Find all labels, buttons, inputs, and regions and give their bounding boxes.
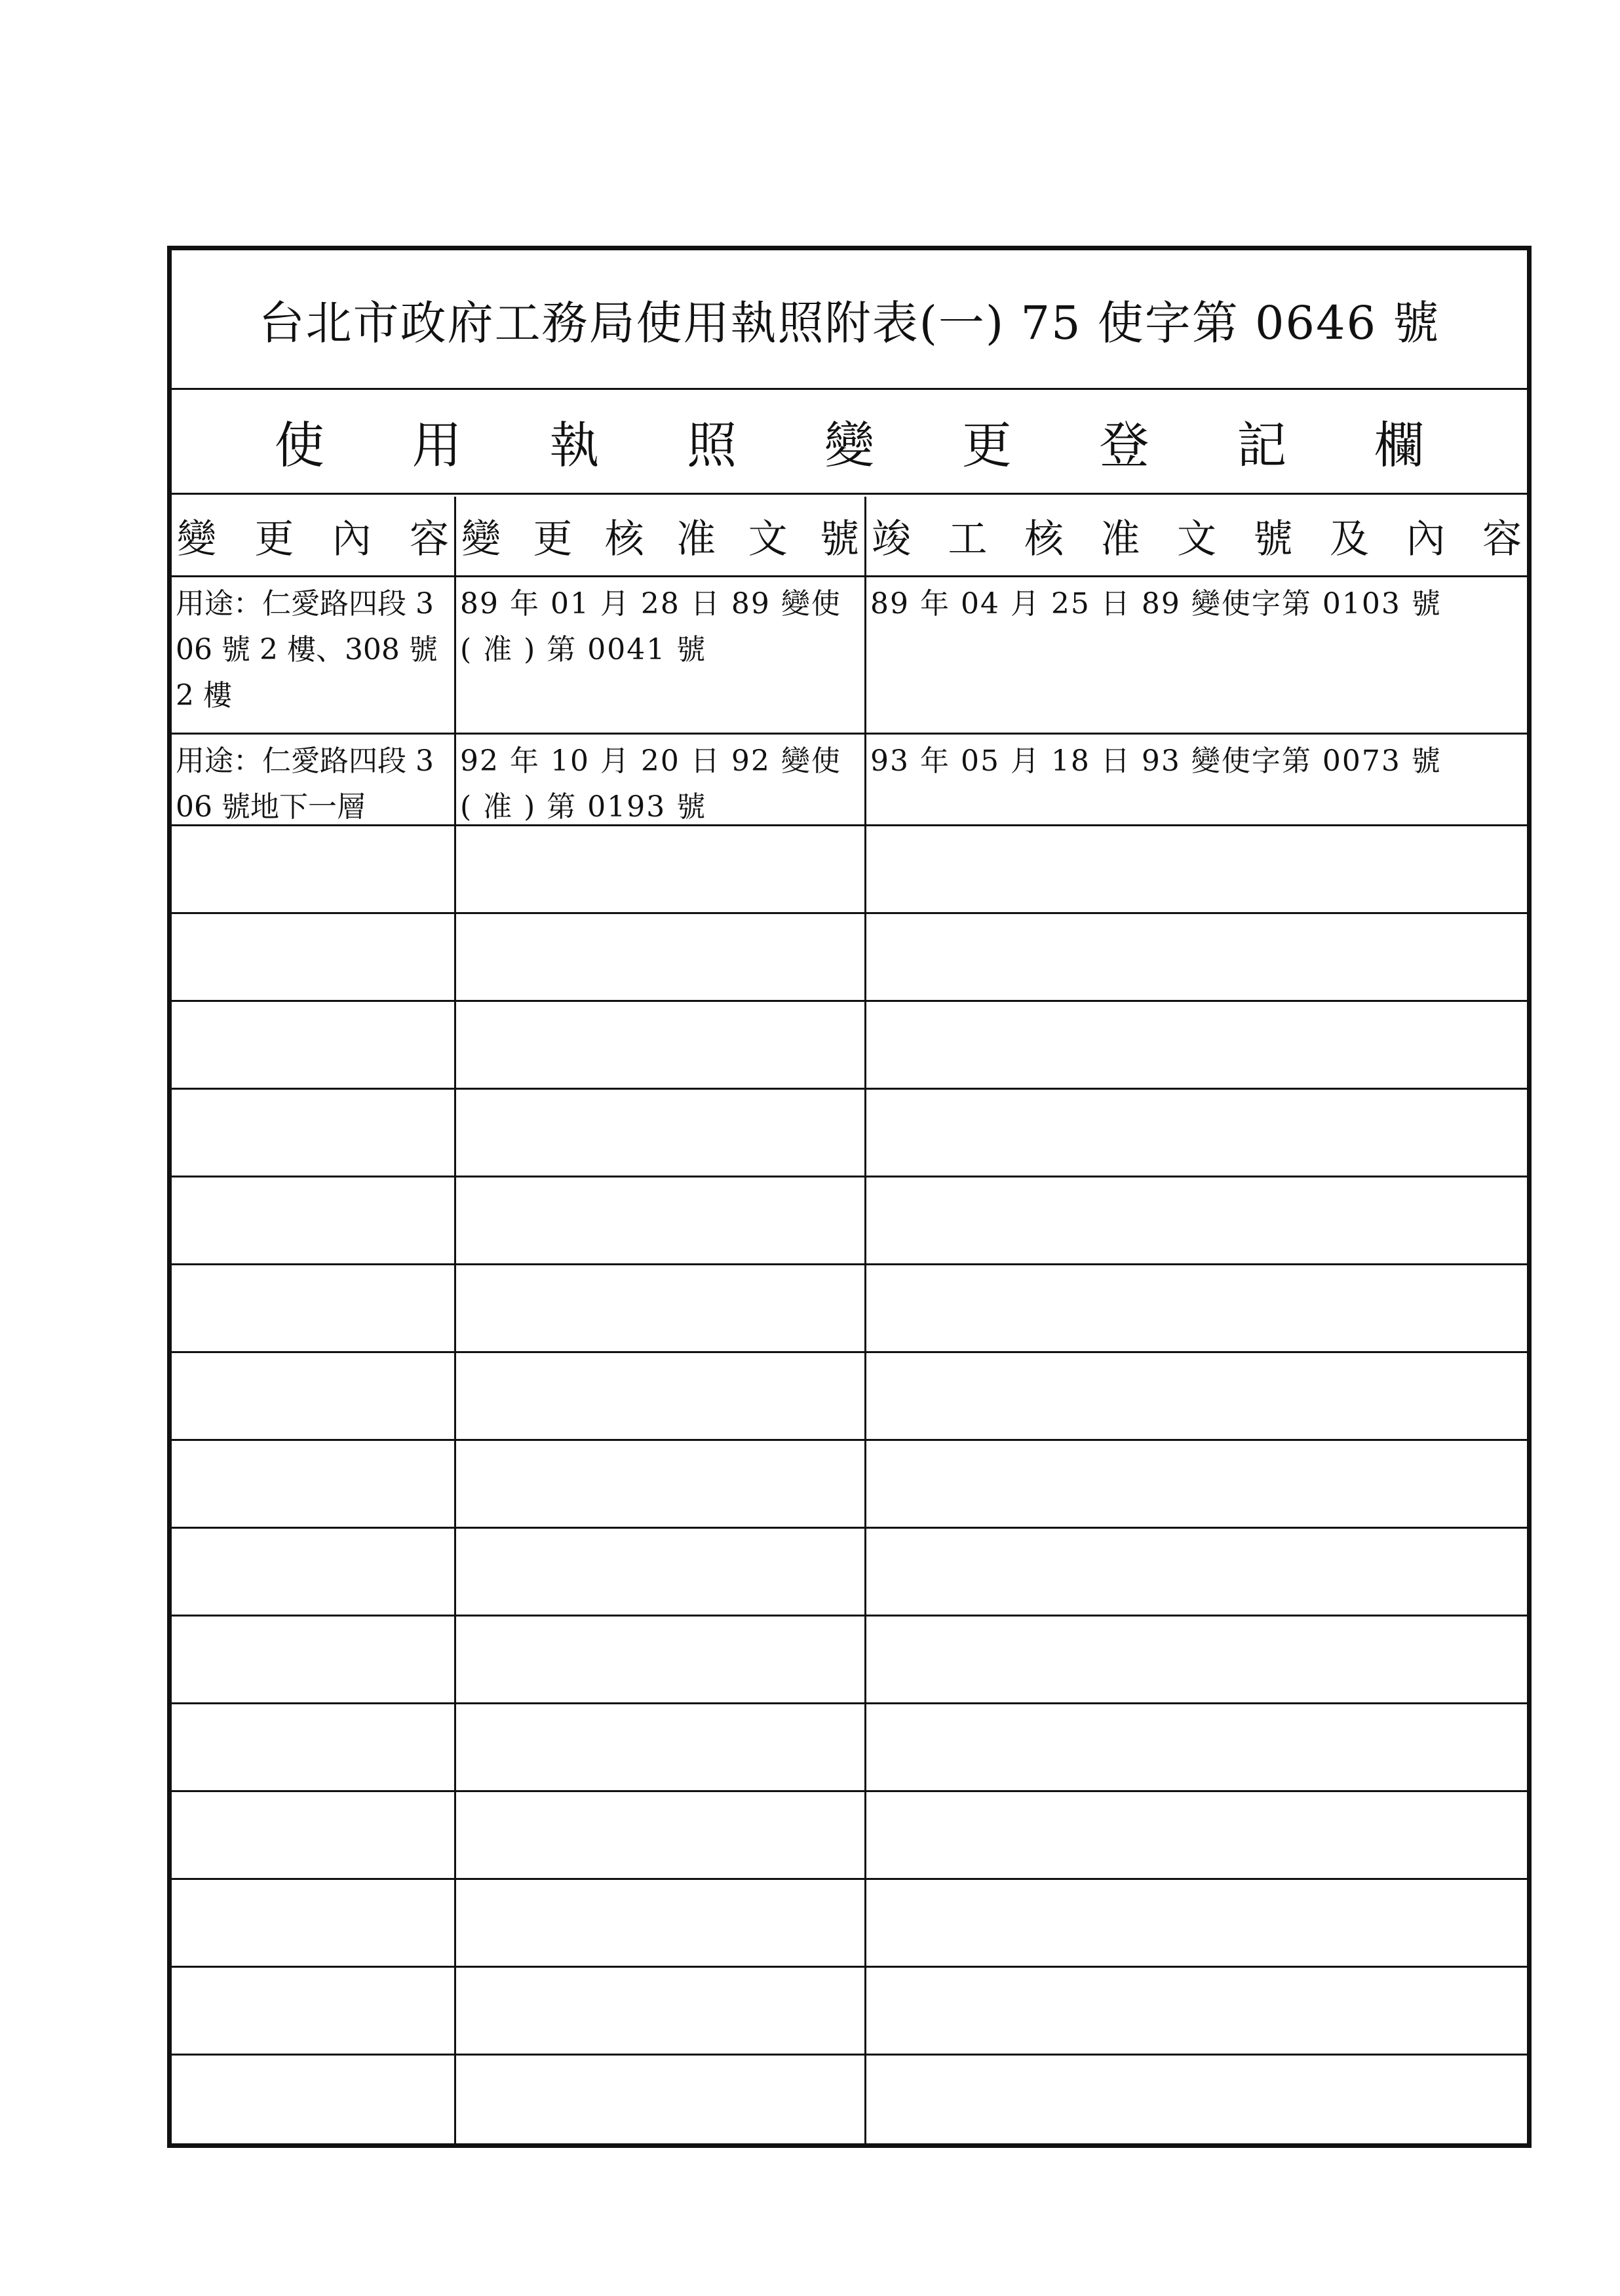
empty-table-row <box>172 1090 1527 1177</box>
empty-cell <box>866 1792 1527 1878</box>
usage-permit-form <box>167 246 1532 2148</box>
form-title: 台北市政府工務局使用執照附表(一) 75 使字第 0646 號 <box>172 250 1527 390</box>
empty-table-row <box>172 2056 1527 2143</box>
header-char: 竣 <box>872 516 911 562</box>
empty-cell <box>456 1880 866 1966</box>
empty-cell <box>456 1529 866 1615</box>
empty-cell <box>456 1090 866 1176</box>
cell-approval-number: 89 年 01 月 28 日 89 變使 ( 准 ) 第 0041 號 <box>456 577 866 733</box>
header-char: 文 <box>1177 516 1216 562</box>
empty-rows <box>172 826 1527 2143</box>
table-row <box>172 735 1527 826</box>
empty-cell <box>866 1704 1527 1790</box>
cell-completion-number: 93 年 05 月 18 日 93 變使字第 0073 號 <box>870 744 1442 778</box>
empty-cell <box>172 1353 456 1439</box>
empty-table-row <box>172 1617 1527 1704</box>
section-heading-char: 欄 <box>1374 416 1424 474</box>
change-record-table <box>172 497 1527 2143</box>
empty-cell <box>866 1441 1527 1527</box>
section-heading-char: 使 <box>274 416 324 474</box>
table-row <box>172 577 1527 735</box>
empty-table-row <box>172 1968 1527 2056</box>
empty-table-row <box>172 1792 1527 1880</box>
header-char: 核 <box>604 516 644 562</box>
empty-cell <box>456 914 866 1000</box>
empty-cell <box>456 1704 866 1790</box>
empty-cell <box>866 1002 1527 1088</box>
cell-change-content: 用途：仁愛路四段 306 號 2 樓、308 號 2 樓 <box>172 577 456 733</box>
header-approval-number <box>456 497 866 575</box>
header-char: 變 <box>177 516 216 562</box>
empty-table-row <box>172 1353 1527 1441</box>
cell-approval-number: 92 年 10 月 20 日 92 變使 ( 准 ) 第 0193 號 <box>456 735 866 824</box>
empty-cell <box>172 2056 456 2143</box>
empty-cell <box>172 1617 456 1702</box>
empty-table-row <box>172 826 1527 914</box>
section-heading-char: 變 <box>824 416 874 474</box>
empty-cell <box>172 1704 456 1790</box>
empty-cell <box>172 1441 456 1527</box>
empty-cell <box>172 1968 456 2054</box>
header-char: 工 <box>948 516 988 562</box>
empty-cell <box>172 1090 456 1176</box>
empty-cell <box>866 1617 1527 1702</box>
empty-cell <box>866 826 1527 912</box>
empty-cell <box>456 1968 866 2054</box>
empty-table-row <box>172 1529 1527 1617</box>
section-heading-char: 照 <box>687 416 737 474</box>
empty-cell <box>866 1353 1527 1439</box>
empty-cell <box>456 1792 866 1878</box>
section-heading-char: 記 <box>1237 416 1287 474</box>
empty-cell <box>456 1002 866 1088</box>
header-char: 內 <box>332 516 372 562</box>
section-heading-char: 登 <box>1099 416 1149 474</box>
empty-table-row <box>172 1441 1527 1529</box>
empty-cell <box>866 1265 1527 1351</box>
empty-table-row <box>172 1880 1527 1968</box>
empty-cell <box>866 1177 1527 1263</box>
empty-cell <box>172 1177 456 1263</box>
empty-cell <box>172 914 456 1000</box>
header-char: 內 <box>1406 516 1446 562</box>
header-char: 號 <box>1253 516 1293 562</box>
empty-cell <box>172 1002 456 1088</box>
empty-table-row <box>172 1704 1527 1792</box>
empty-cell <box>456 1265 866 1351</box>
header-completion-number <box>866 497 1527 575</box>
cell-completion-number: 89 年 04 月 25 日 89 變使字第 0103 號 <box>870 587 1442 621</box>
section-heading-char: 更 <box>961 416 1012 474</box>
empty-cell <box>172 1265 456 1351</box>
empty-cell <box>866 1529 1527 1615</box>
cell-change-content: 用途：仁愛路四段 306 號地下一層 <box>172 735 456 824</box>
section-heading-char: 執 <box>549 416 600 474</box>
header-char: 核 <box>1024 516 1064 562</box>
header-char: 號 <box>819 516 859 562</box>
empty-cell <box>456 1441 866 1527</box>
header-char: 准 <box>676 516 716 562</box>
section-heading-char: 用 <box>412 416 462 474</box>
empty-cell <box>172 1792 456 1878</box>
header-change-content <box>172 497 456 575</box>
empty-cell <box>456 826 866 912</box>
empty-cell <box>172 1529 456 1615</box>
empty-cell <box>866 2056 1527 2143</box>
empty-table-row <box>172 1177 1527 1265</box>
empty-table-row <box>172 1265 1527 1353</box>
empty-cell <box>172 826 456 912</box>
table-header-row <box>172 497 1527 577</box>
header-char: 容 <box>409 516 449 562</box>
empty-cell <box>866 1090 1527 1176</box>
header-char: 文 <box>748 516 788 562</box>
section-heading <box>172 390 1527 495</box>
empty-cell <box>456 1617 866 1702</box>
header-char: 及 <box>1330 516 1369 562</box>
empty-cell <box>172 1880 456 1966</box>
empty-cell <box>456 2056 866 2143</box>
empty-cell <box>456 1177 866 1263</box>
header-char: 更 <box>533 516 573 562</box>
empty-cell <box>456 1353 866 1439</box>
header-char: 容 <box>1482 516 1522 562</box>
empty-cell <box>866 914 1527 1000</box>
empty-table-row <box>172 914 1527 1002</box>
header-char: 更 <box>254 516 294 562</box>
empty-cell <box>866 1968 1527 2054</box>
header-char: 准 <box>1100 516 1140 562</box>
empty-cell <box>866 1880 1527 1966</box>
empty-table-row <box>172 1002 1527 1090</box>
header-char: 變 <box>461 516 501 562</box>
